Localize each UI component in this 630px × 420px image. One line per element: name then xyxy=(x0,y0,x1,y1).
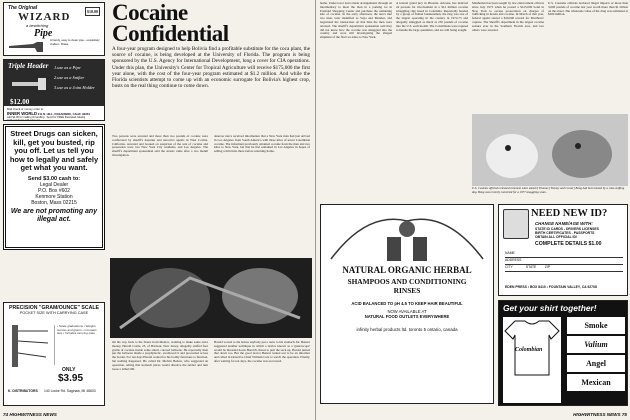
name-label: NAME xyxy=(505,251,515,255)
wizard-copy: A handy, easy to clean pipe - exquisitely crafted - Brass. xyxy=(50,38,100,46)
new-id-company: EDEN PRESS xyxy=(505,285,527,289)
tshirt-headline: Get your shirt together! xyxy=(503,303,597,313)
precision-scale-ad xyxy=(3,302,105,406)
state-label: STATE xyxy=(525,265,537,269)
wizard-price: $10.00 xyxy=(87,9,98,14)
scale-subtitle: POCKET SIZE WITH CARRYING CASE xyxy=(19,311,89,315)
pipe-illustration-icon xyxy=(7,38,47,54)
scale-price: $3.95 xyxy=(58,373,84,384)
page-number-right: 75 xyxy=(621,412,627,417)
street-drugs-headline: Street Drugs can sicken, kill, get you busted, rip you off. Let us tell you how to legally and safely get what you want. xyxy=(9,129,99,173)
wizard-name: WIZARD xyxy=(18,11,71,23)
herbal-border-icon xyxy=(327,209,487,263)
magazine-name-right: HIGHWITNESS NEWS xyxy=(573,412,621,417)
page-number-left: 74 xyxy=(3,412,9,417)
triple-header-line3: 3.use as a Joint Holder xyxy=(54,85,95,90)
new-id-form xyxy=(505,251,623,272)
footer-left xyxy=(3,412,57,417)
new-id-line2: BIRTH CERTIFICATES - PASSPORTS xyxy=(535,231,595,235)
wizard-pipe-ad xyxy=(3,2,105,56)
article-col-3: home. Undercover narcs made arrangements through an intermediary to meet the man in a parking lot in Eastland Shopping Center and purchase the remaining kilo of cocaine. In the early afternoon, the narcs met two men, later identified as Vega and Mendez, and negotiated the transaction. At that time the men were arrested. The sheriff's department spokesman said they did not know how the cocaine was smuggled into the country and were still investigating the alleged shipment of the first two kilos to New York. xyxy=(320,2,392,40)
magazine-name-left: HIGHWITNESS NEWS xyxy=(9,412,57,417)
dealer-city: Boston, Mass 02215 xyxy=(31,199,77,206)
wizard-brand: The Original xyxy=(8,5,38,11)
brand-mexican: Mexican xyxy=(567,374,625,391)
herbal-company: infinity herbal products ltd. toronto 5 ontario, canada xyxy=(356,327,458,332)
triple-header-line1: 1.use as a Pipe xyxy=(54,65,81,70)
triple-header-ad xyxy=(3,59,105,121)
send-line: Send $3.00 cash to: xyxy=(27,175,81,182)
new-id-ad xyxy=(498,204,628,296)
dog-photo-illustration xyxy=(472,114,628,186)
article-col-6: On his way back to the States from Mexico, wanting to make some extra money, Harold Castle, 25, of Harbour, New Jersey, allegedly stuffed four grams of cocaine inside some small, colored balloons. He reportedly then put the balloons inside a prophylactic, swallowed it and proceeded across the border. For ten days Harold waited for his bodily functions to function, but nothing happened. He called Dr. Melvin Bedzer, who suggested an operation, telling that stomach juices would dissolve the rubber and turn loose a lethal OD. xyxy=(112,341,208,371)
herbal-headline: NATURAL ORGANIC HERBAL xyxy=(342,265,472,275)
article-col-2: denover narcs received information that a New York man had just arrived in Los Angeles from South America with three kilos of uncut Colombian cocaine. The informant previously obtained cocaine from the man and two kilos to New York, but that he had remained in Los Angeles in hopes of selling a third kilo there before returning home. xyxy=(214,135,310,154)
brand-valium: Valium xyxy=(567,336,625,353)
herbal-stores: NATURAL FOOD OUTLETS EVERYWHERE xyxy=(364,314,450,319)
brand-colombian: Colombian xyxy=(515,347,543,353)
triple-header-price: $12.00 xyxy=(10,98,30,106)
scale-illustration-icon xyxy=(10,321,50,371)
new-id-city: FOUNTAIN VALLEY, CA 92708 xyxy=(548,285,597,289)
triple-header-line2: 2.use as a Snifter xyxy=(54,75,85,80)
tax-note: Calif. residents add sales tax xyxy=(7,119,41,121)
company-address: 211 N. HILL, OCEANSIDE, CALIF. 92054 xyxy=(37,112,90,116)
new-id-complete: COMPLETE DETAILS $1.00 xyxy=(535,241,602,247)
street-drugs-ad xyxy=(3,124,105,250)
new-id-box: BOX 8410 xyxy=(529,285,546,289)
title-line-2: Confidential xyxy=(112,21,229,46)
scale-only: ONLY xyxy=(62,367,76,373)
herbal-claim: ACID BALANCED TO pH 4.5 TO KEEP HAIR BEAUTIFUL xyxy=(351,301,463,306)
article-col-1: Two persons were arrested and more than two pounds of cocaine were confiscated by sheriff's deputies and narcotics agents in West Covina, California. Arrested and booked on suspicion of the sale of cocaine and possession were two New York City residents, and Los Angeles. The sheriff's department spokesman said the arrests came after a two month investigation. xyxy=(112,135,208,157)
id-card-icon xyxy=(503,209,529,239)
cocaine-photo-illustration xyxy=(110,258,312,338)
new-id-headline: NEED NEW ID? xyxy=(531,208,608,219)
herbal-shampoo-ad xyxy=(320,204,494,404)
street-drugs-closing: We are not promoting any illegal act. xyxy=(10,207,98,223)
triple-header-title: Triple Header xyxy=(8,62,49,70)
wizard-item: Pipe xyxy=(34,28,53,39)
scale-company: K. DISTRIBUTORS xyxy=(8,389,38,393)
order-line: Mail check or money order to: xyxy=(7,107,44,111)
customs-photo xyxy=(472,114,628,186)
herbal-product: SHAMPOOS AND CONDITIONING RINSES xyxy=(347,277,467,295)
article-title xyxy=(112,2,312,44)
dealer-name: Legal Dealer xyxy=(39,181,69,188)
tshirt-illustration xyxy=(503,317,561,403)
company-name: INNER WORLD xyxy=(7,111,38,116)
new-id-address: EDEN PRESS • BOX 8410 • FOUNTAIN VALLEY, CA 92708 xyxy=(505,285,597,289)
herbal-available: NOW AVAILABLE AT xyxy=(387,309,427,314)
dealer-station: Kenmore Station xyxy=(35,193,73,200)
brand-smoke: Smoke xyxy=(567,317,625,334)
article-col-7: Harold vowed to die before anybody put a razor to his stomach. Dr. Benzer suggested another technique in which a device known as a 'gastroscope' would be threaded down Harold's throat to pull the sack up. Harold turned that down too. But the good doctor Benzer turned out to be an informer and called in Detective Chief William Cole to watch the operation. Finally, after waiting for ten days, the cocaine was recovered. xyxy=(214,341,310,363)
catalog-note: Send for FREE Illustrated catalog xyxy=(46,116,86,119)
address-label: ADDRESS xyxy=(505,258,522,262)
scale-address: 140 Locke Rd. Saginaw, MI 48603 xyxy=(44,389,96,393)
title-line-1: Cocaine xyxy=(112,0,188,25)
city-label: CITY xyxy=(505,265,513,269)
brand-angel: Angel xyxy=(567,355,625,372)
triple-pipe-icon xyxy=(10,74,50,96)
tshirt-ad xyxy=(498,300,628,406)
new-id-sub: CHANGE NAME/AGE WITH: xyxy=(535,221,593,226)
new-id-line3: OBTAIN ALL OFFICIAL ID! xyxy=(535,235,578,239)
article-lead: A four-year program designed to help Bolivia find a profitable substitute for the coca plant, the source of cocaine, is being developed at the University of Florida. The program is being sponsored by the U.S. Agency for International Development, long a cover for CIA operations. Under this plan, the University's Center for Tropical Agriculture will receive $175,000 the first year alone, with the cost of the four-year program estimated at $1.2 million. And while the Florida scientists attempt to come up with an economic surrogate for Bolivia's highest crop, busts on the real thing continue to come down. xyxy=(112,46,310,90)
wizard-sub: a bewitching xyxy=(26,23,49,28)
article-col-8: U.S. Customs officials declared illegal imports of more than 3,000 pounds of cocaine last year worth more than $1 billion on the street. The wholesale value of the drug was estimated at $200 million. xyxy=(548,2,628,17)
scale-features: • Scale graduations • Weighs ounces and grams • Compact size • Includes carrying case xyxy=(54,325,102,365)
tshirt-brand-list xyxy=(567,317,625,391)
photo-caption: U.S. Customs officials released comment when asked if Thomas ('Tommy and Cocoa') Bong had been busted by a coke-sniffing dog. Bong was recently convicted for a 1977 smuggling scam. xyxy=(472,187,625,194)
article-photo xyxy=(110,258,312,338)
article-col-4: A federal grand jury in Phoenix, Arizona, has indicted 24 persons for involvement in a $12 million cocaine smuggling ring based in Colombia. Reportedly headed by a group of Italian businessmen, the ring was one of the largest operating in the country in 1974-75 and allegedly smuggled as much as 250 pounds of cocaine into the U.S. each month. The Colombians were reputed to handle the large quantities, and are still being sought. xyxy=(396,2,468,32)
scale-title: PRECISION "GRAM/OUNCE" SCALE xyxy=(9,305,99,311)
article-col-5: Manhattan has been sought by law enforcement officers since July 1973 when he posted a $125,000 bond in New York to escape prosecution on charges of trafficking in heroin and cocaine. In March of that year, federal agents seized a $20,000 reward for Marthews' capture. The Sheriff's department in the largest cocaine seizure ever in the Southern Florida area, and two others were arrested. xyxy=(472,2,544,32)
shipping-note: Add $1.00 for mailing & handling xyxy=(7,116,45,119)
footer-right xyxy=(573,412,627,417)
dealer-box: P.O. Box #602 xyxy=(38,187,70,194)
right-page xyxy=(315,0,630,420)
new-id-line1: STATE ID CARDS - DRIVERS LICENSES xyxy=(535,227,599,231)
zip-label: ZIP xyxy=(544,265,551,269)
